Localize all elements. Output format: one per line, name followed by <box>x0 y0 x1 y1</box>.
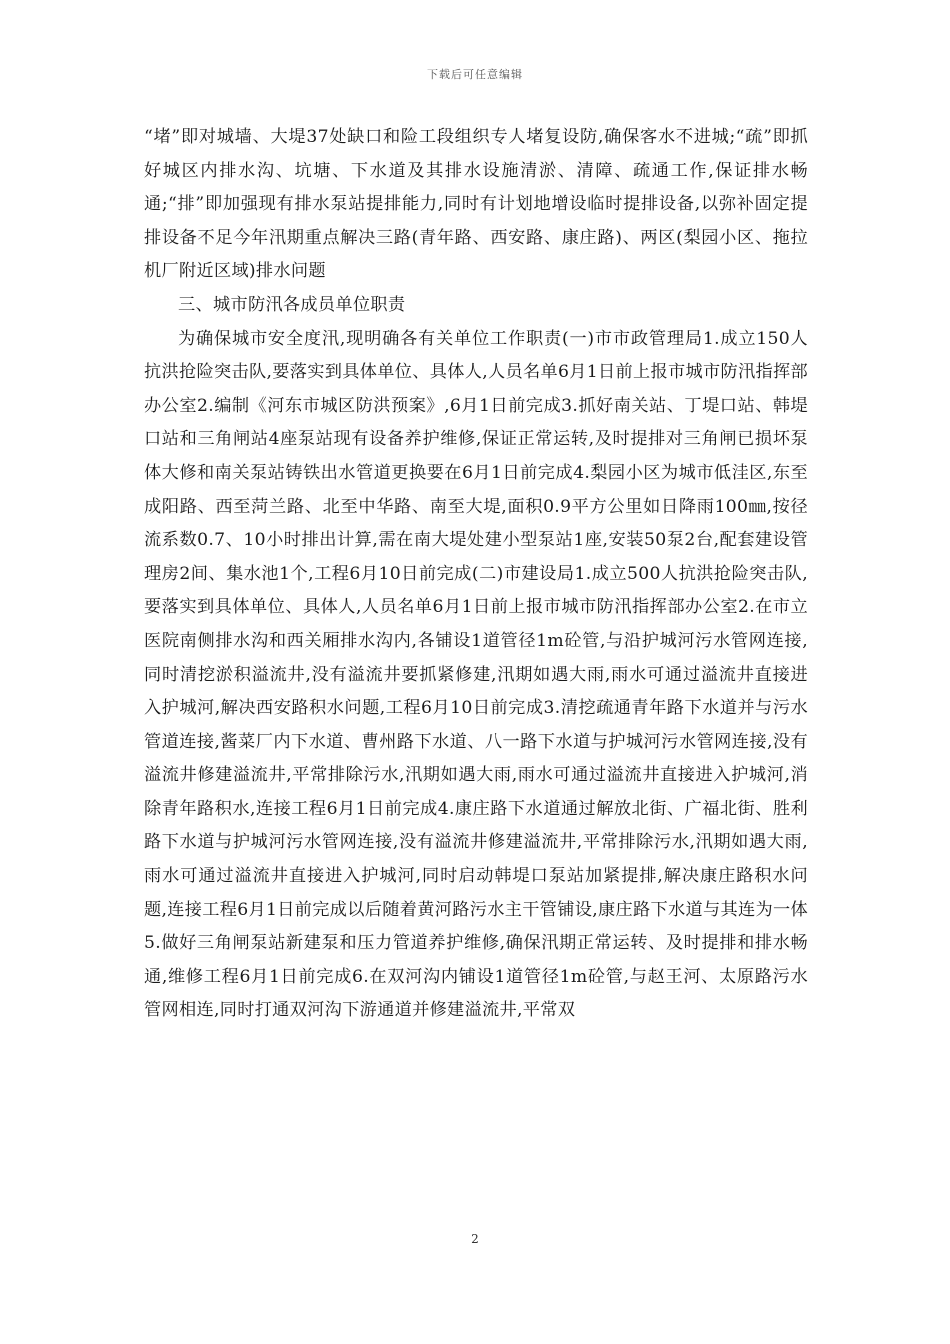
page-number: 2 <box>471 1232 479 1246</box>
document-body <box>144 121 808 1028</box>
page-header: 下载后可任意编辑 <box>427 68 523 81</box>
section-heading-member-duties: 三、城市防汛各成员单位职责 <box>178 294 406 315</box>
paragraph-drainage-strategy: “堵”即对城墙、大堤37处缺口和险工段组织专人堵复设防,确保客水不进城;“疏”即抓好城区内排水沟、坑塘、下水道及其排水设施清淤、清障、疏通工作,保证排水畅通;“排”即加强现有排水泵站提排能力,同时有计划地增设临时提排设备,以弥补固定提排设备不足今年汛期重点解决三路(青年路、西安路、康庄路)、两区(梨园小区、拖拉机厂附近区域)排水问题 <box>144 127 808 282</box>
paragraph-unit-responsibilities: 为确保城市安全度汛,现明确各有关单位工作职责(一)市市政管理局1.成立150人抗洪抢险突击队,要落实到具体单位、具体人,人员名单6月1日前上报市城市防汛指挥部办公室2.编制《河东市城区防洪预案》,6月1日前完成3.抓好南关站、丁堤口站、韩堤口站和三角闸站4座泵站现有设备养护维修,保证正常运转,及时提排对三角闸已损坏泵体大修和南关泵站铸铁出水管道更换要在6月1日前完成4.梨园小区为城市低洼区,东至成阳路、西至菏兰路、北至中华路、南至大堤,面积0.9平方公里如日降雨100㎜,按径流系数0.7、10小时排出计算,需在南大堤处建小型泵站1座,安装50泵2台,配套建设管理房2间、集水池1个,工程6月10日前完成(二)市建设局1.成立500人抗洪抢险突击队,要落实到具体单位、具体人,人员名单6月1日前上报市城市防汛指挥部办公室2.在市立医院南侧排水沟和西关厢排水沟内,各铺设1道管径1m砼管,与沿护城河污水管网连接,同时清挖淤积溢流井,没有溢流井要抓紧修建,汛期如遇大雨,雨水可通过溢流井直接进入护城河,解决西安路积水问题,工程6月10日前完成3.清挖疏通青年路下水道并与污水管道连接,酱菜厂内下水道、曹州路下水道、八一路下水道与护城河污水管网连接,没有溢流井修建溢流井,平常排除污水,汛期如遇大雨,雨水可通过溢流井直接进入护城河,消除青年路积水,连接工程6月1日前完成4.康庄路下水道通过解放北街、广福北街、胜利路下水道与护城河污水管网连接,没有溢流井修建溢流井,平常排除污水,汛期如遇大雨,雨水可通过溢流井直接进入护城河,同时启动韩堤口泵站加紧提排,解决康庄路积水问题,连接工程6月1日前完成以后随着黄河路污水主干管铺设,康庄路下水道与其连为一体5.做好三角闸泵站新建泵和压力管道养护维修,确保汛期正常运转、及时提排和排水畅通,维修工程6月1日前完成6.在双河沟内铺设1道管径1m砼管,与赵王河、太原路污水管网相连,同时打通双河沟下游通道并修建溢流井,平常双 <box>144 328 808 1021</box>
